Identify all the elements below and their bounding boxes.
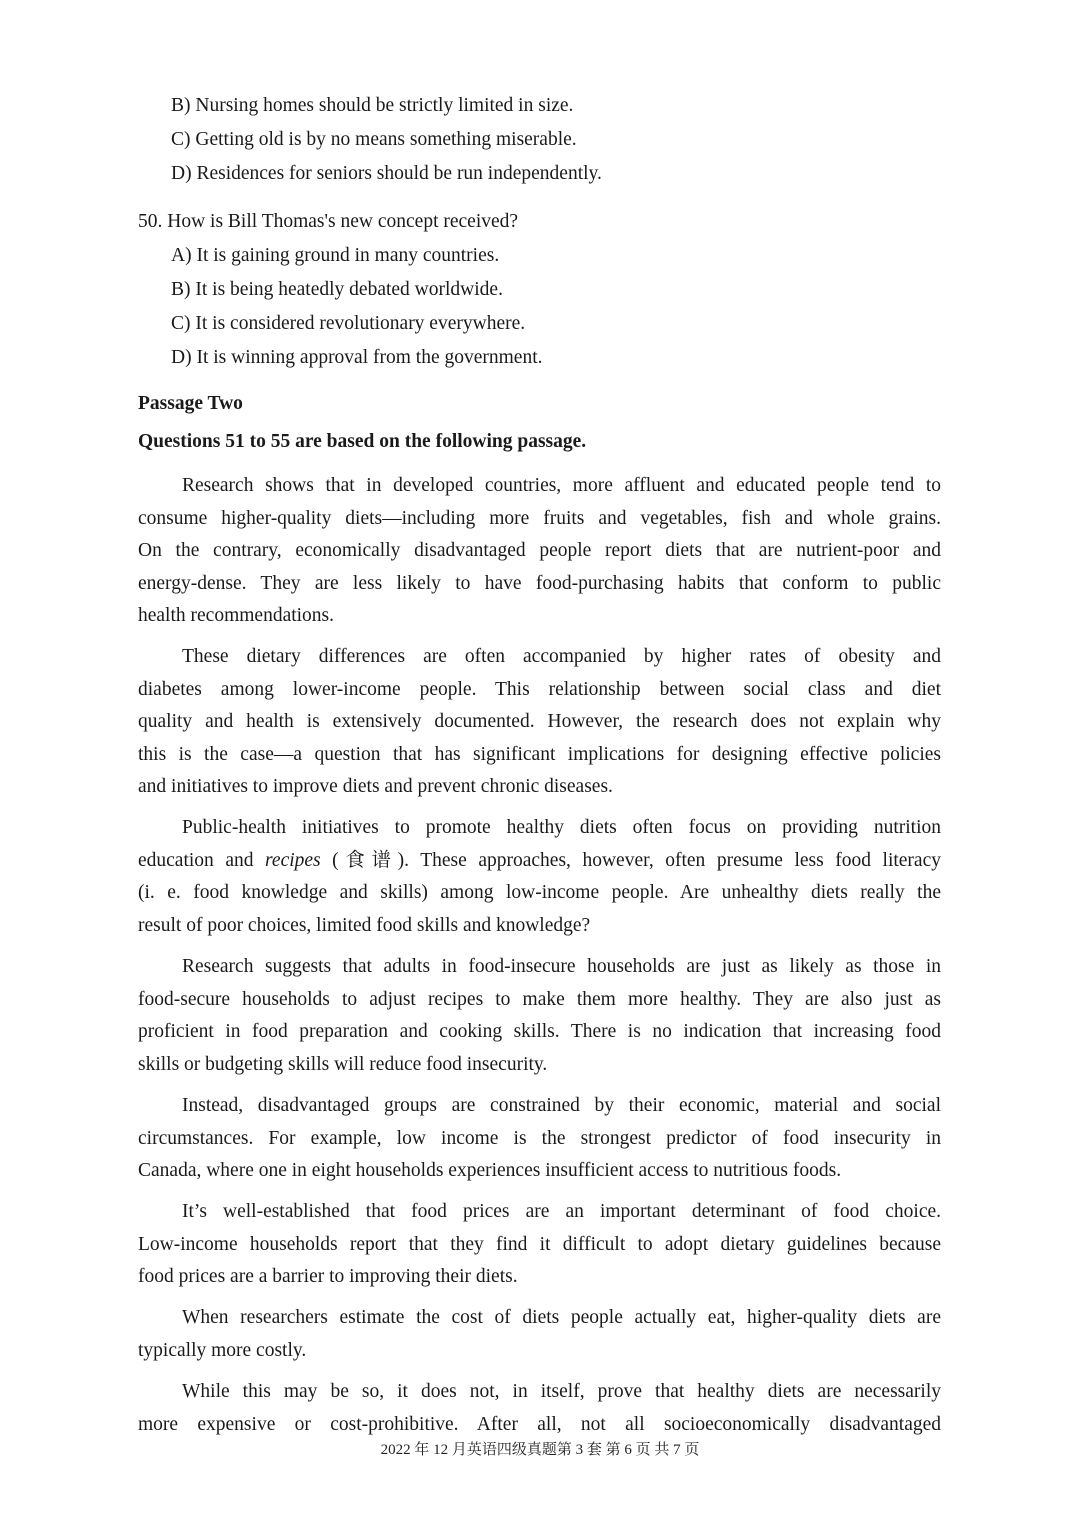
paragraph-line: On the contrary, economically disadvantaged people report diets that are nutrient-poor and [138, 540, 941, 562]
paragraph-6 [138, 1196, 941, 1294]
paragraph-line: energy-dense. They are less likely to have food-purchasing habits that conform to public [138, 572, 941, 594]
paragraph-line: Instead, disadvantaged groups are constrained by their economic, material and social [182, 1095, 941, 1116]
paragraph-line: quality and health is extensively documented. However, the research does not explain why [138, 711, 941, 733]
paragraph-line: Low-income households report that they find it difficult to adopt dietary guidelines because [138, 1233, 941, 1255]
paragraph-line: food prices are a barrier to improving their diets. [138, 1266, 518, 1288]
paragraph-7 [138, 1302, 941, 1367]
passage-instruction: Questions 51 to 55 are based on the following passage. [138, 431, 587, 452]
paragraph-line: more expensive or cost-prohibitive. After all, not all socioeconomically disadvantaged [138, 1413, 941, 1435]
paragraph-3 [138, 812, 941, 942]
paragraph-line: diabetes among lower-income people. This relationship between social class and diet [138, 678, 941, 700]
paragraph-line: proficient in food preparation and cooking skills. There is no indication that increasing food [138, 1021, 941, 1043]
paragraph-line: this is the case—a question that has significant implications for designing effective policies [138, 743, 941, 765]
option-c-prev: C) Getting old is by no means something miserable. [171, 129, 577, 150]
paragraph-line: While this may be so, it does not, in itself, prove that healthy diets are necessarily [182, 1381, 941, 1402]
paragraph-line: When researchers estimate the cost of diets people actually eat, higher-quality diets are [182, 1307, 941, 1328]
question-50-option-c: C) It is considered revolutionary everywhere. [171, 313, 526, 334]
paragraph-line: Research shows that in developed countries, more affluent and educated people tend to [182, 475, 941, 496]
paragraph-line: health recommendations. [138, 605, 335, 627]
line-text: (食谱). These approaches, however, often presume less food literacy [320, 849, 941, 871]
question-50-option-a: A) It is gaining ground in many countries. [171, 245, 500, 266]
passage-title: Passage Two [138, 393, 243, 414]
paragraph-5 [138, 1090, 941, 1188]
paragraph-line: It’s well-established that food prices are an important determinant of food choice. [182, 1201, 941, 1222]
paragraph-4 [138, 951, 941, 1081]
paragraph-line: These dietary differences are often accompanied by higher rates of obesity and [182, 646, 941, 667]
paragraph-line: circumstances. For example, low income is the strongest predictor of food insecurity in [138, 1127, 941, 1149]
italic-term: recipes [265, 849, 321, 871]
paragraph-1 [138, 470, 941, 633]
question-50-stem: 50. How is Bill Thomas's new concept received? [138, 211, 519, 232]
paragraph-line: Public-health initiatives to promote healthy diets often focus on providing nutrition [182, 817, 941, 838]
paragraph-8 [138, 1376, 941, 1441]
paragraph-line: (i. e. food knowledge and skills) among low-income people. Are unhealthy diets really the [138, 882, 941, 904]
paragraph-line: Canada, where one in eight households experiences insufficient access to nutritious foods. [138, 1160, 842, 1182]
paragraph-line: food-secure households to adjust recipes to make them more healthy. They are also just as [138, 988, 941, 1010]
paragraph-line: typically more costly. [138, 1339, 307, 1361]
paragraph-line: Research suggests that adults in food-insecure households are just as likely as those in [182, 956, 941, 977]
paragraph-line [138, 845, 941, 878]
paragraph-line: result of poor choices, limited food skills and knowledge? [138, 914, 591, 936]
paragraph-line: consume higher-quality diets—including more fruits and vegetables, fish and whole grains. [138, 507, 941, 529]
paragraph-2 [138, 641, 941, 804]
paragraph-line: skills or budgeting skills will reduce food insecurity. [138, 1053, 548, 1075]
option-b-prev: B) Nursing homes should be strictly limited in size. [171, 95, 574, 116]
paragraph-line: and initiatives to improve diets and prevent chronic diseases. [138, 776, 613, 798]
question-50-option-d: D) It is winning approval from the government. [171, 347, 543, 368]
line-text: education and [138, 849, 266, 871]
page-footer: 2022 年 12 月英语四级真题第 3 套 第 6 页 共 7 页 [380, 1442, 700, 1458]
question-50-option-b: B) It is being heatedly debated worldwide. [171, 279, 503, 300]
option-d-prev: D) Residences for seniors should be run independently. [171, 163, 602, 184]
